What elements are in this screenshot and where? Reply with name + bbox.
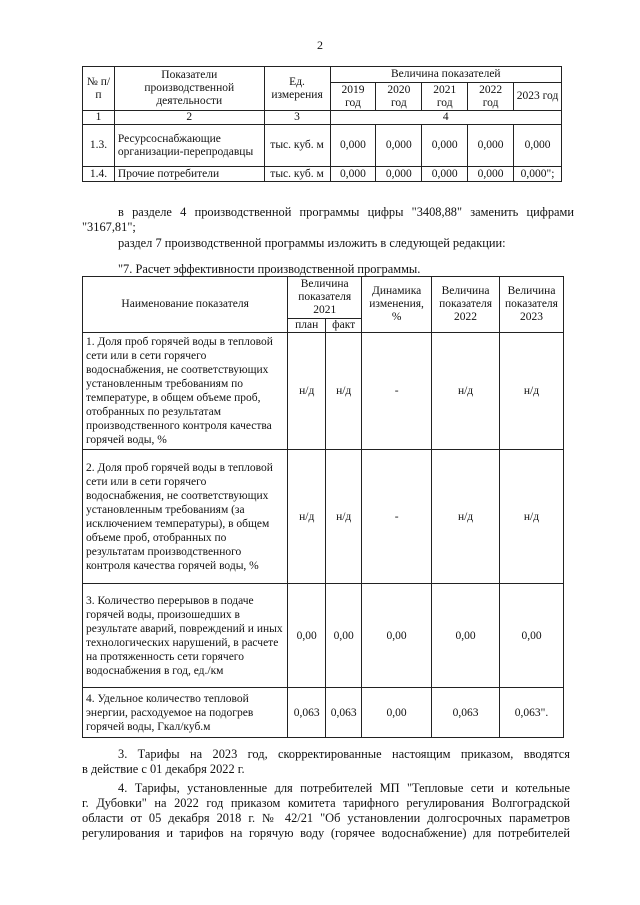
header-value-2023: Величина показателя 2023 [500, 277, 564, 333]
row-value: 0,000 [468, 125, 514, 167]
row-num: 1.3. [83, 125, 115, 167]
row-value: 0,000 [514, 125, 562, 167]
row-value-2022: н/д [432, 450, 500, 584]
header-year: 2021 год [422, 83, 468, 111]
efficiency-table [82, 276, 564, 738]
header-year: 2019 год [330, 83, 376, 111]
header-value-2021: Величина показателя 2021 [288, 277, 362, 319]
header-plan: план [288, 319, 326, 333]
table-row [83, 584, 564, 688]
row-unit: тыс. куб. м [264, 125, 330, 167]
row-value: 0,000 [422, 125, 468, 167]
header-num: № п/п [83, 67, 115, 111]
row-plan: н/д [288, 333, 326, 450]
paragraph-3-line2: в действие с 01 декабря 2022 г. [82, 762, 245, 776]
table-row [83, 688, 564, 738]
index-cell: 1 [83, 111, 115, 125]
row-plan: 0,063 [288, 688, 326, 738]
row-name: 2. Доля проб горячей воды в тепловой сети или в сети горячего водоснабжения, не соответствующих установленным требованиям (за исключением температуры), в общем объеме проб, отобранных по результатам производственного контроля качества горячей воды, % [83, 450, 288, 584]
row-plan: 0,00 [288, 584, 326, 688]
row-name: Ресурсоснабжающие организации-перепродавцы [114, 125, 264, 167]
row-dynamics: 0,00 [362, 688, 432, 738]
row-value: 0,000 [330, 125, 376, 167]
table-row [83, 333, 564, 450]
row-num: 1.4. [83, 167, 115, 182]
header-fact: факт [326, 319, 362, 333]
row-name: 1. Доля проб горячей воды в тепловой сети или в сети горячего водоснабжения, не соответствующих установленным требованиям по температуре, в общем объеме проб, отобранных по результатам производственного контроля качества горячей воды, % [83, 333, 288, 450]
row-dynamics: - [362, 450, 432, 584]
table-row [83, 450, 564, 584]
header-year: 2020 год [376, 83, 422, 111]
row-value-2022: 0,00 [432, 584, 500, 688]
table-row [83, 125, 562, 167]
production-indicators-table [82, 66, 562, 182]
index-cell: 2 [114, 111, 264, 125]
paragraph-4-line2: г. Дубовки" на 2022 год приказом комитета тарифного регулирования Волгоградской [82, 796, 570, 810]
header-year: 2022 год [468, 83, 514, 111]
row-fact: н/д [326, 333, 362, 450]
row-value: 0,000 [468, 167, 514, 182]
header-indicators: Показатели производственной деятельности [114, 67, 264, 111]
row-value-2022: н/д [432, 333, 500, 450]
paragraph-section7: раздел 7 производственной программы изложить в следующей редакции: [118, 236, 506, 250]
header-value-2022: Величина показателя 2022 [432, 277, 500, 333]
row-fact: н/д [326, 450, 362, 584]
row-value: 0,000 [330, 167, 376, 182]
row-value-2023: н/д [500, 333, 564, 450]
row-unit: тыс. куб. м [264, 167, 330, 182]
row-value-2023: 0,063". [500, 688, 564, 738]
paragraph-4-line3: области от 05 декабря 2018 г. № 42/21 "Об установлении долгосрочных параметров [82, 811, 570, 825]
row-value-2023: н/д [500, 450, 564, 584]
header-year: 2023 год [514, 83, 562, 111]
header-dynamics: Динамика изменения, % [362, 277, 432, 333]
row-fact: 0,00 [326, 584, 362, 688]
table-row [83, 167, 562, 182]
paragraph-section4-line2: "3167,81"; [82, 220, 136, 234]
row-name: 4. Удельное количество тепловой энергии, расходуемое на подогрев горячей воды, Гкал/куб.м [83, 688, 288, 738]
section-title: "7. Расчет эффективности производственной программы. [118, 262, 421, 276]
row-value-2022: 0,063 [432, 688, 500, 738]
index-cell: 4 [330, 111, 561, 125]
row-dynamics: - [362, 333, 432, 450]
header-values-group: Величина показателей [330, 67, 561, 83]
row-fact: 0,063 [326, 688, 362, 738]
header-name: Наименование показателя [83, 277, 288, 333]
row-name: Прочие потребители [114, 167, 264, 182]
row-value: 0,000"; [514, 167, 562, 182]
page-number: 2 [317, 38, 323, 52]
paragraph-3-line1: 3. Тарифы на 2023 год, скорректированные настоящим приказом, вводятся [118, 747, 570, 761]
paragraph-4-line4: регулирования и тарифов на горячую воду (горячее водоснабжение) для потребителей [82, 826, 570, 840]
index-cell: 3 [264, 111, 330, 125]
row-dynamics: 0,00 [362, 584, 432, 688]
paragraph-4-line1: 4. Тарифы, установленные для потребителей МП "Тепловые сети и котельные [118, 781, 570, 795]
row-plan: н/д [288, 450, 326, 584]
row-value-2023: 0,00 [500, 584, 564, 688]
header-unit: Ед. измерения [264, 67, 330, 111]
row-value: 0,000 [376, 167, 422, 182]
paragraph-section4-line1: в разделе 4 производственной программы цифры "3408,88" заменить цифрами [118, 205, 574, 219]
row-value: 0,000 [376, 125, 422, 167]
row-name: 3. Количество перерывов в подаче горячей воды, произошедших в результате аварий, повреждений и иных технологических нарушений, в расчете на протяженность сети горячего водоснабжения в год, ед./км [83, 584, 288, 688]
row-value: 0,000 [422, 167, 468, 182]
